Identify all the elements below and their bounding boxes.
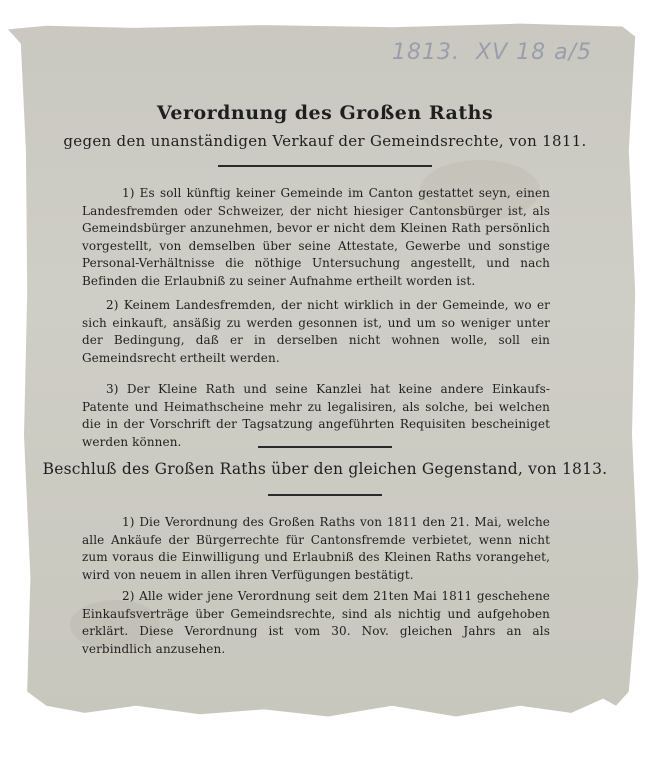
section1-paragraph-3: 3) Der Kleine Rath und seine Kanzlei hat keine andere Einkaufs-Patente und Heimathscheine mehr zu legalisiren, als solche, bei welchen die in der Vorschrift der Tagsatzung angeführten Requisiten bescheiniget werden können.: [82, 382, 550, 449]
divider-rule: [268, 494, 382, 496]
archive-mark: [376, 40, 592, 65]
section1-paragraph-2: 2) Keinem Landesfremden, der nicht wirklich in der Gemeinde, wo er sich einkauft, ansäßig zu werden gesonnen ist, und um so weniger unter der Bedingung, daß er in derselben nicht wohnen wolle, soll ein Gemeindsrecht ertheilt werden.: [82, 298, 550, 365]
section2-paragraph-1: 1) Die Verordnung des Großen Raths von 1811 den 21. Mai, welche alle Ankäufe der Bürgerrechte für Cantonsfremde verbietet, wenn nicht zum voraus die Einwilligung und Erlaubniß des Kleinen Raths vorangehet, wird von neuem in allen ihren Verfügungen bestätigt.: [82, 515, 550, 582]
section1-title: Verordnung des Großen Raths: [156, 102, 494, 124]
section2-title: Beschluß des Großen Raths über den gleichen Gegenstand, von 1813.: [42, 460, 608, 478]
section1-subtitle: gegen den unanständigen Verkauf der Gemeindsrechte, von 1811.: [63, 132, 587, 150]
section1-paragraph-1: 1) Es soll künftig keiner Gemeinde im Canton gestattet seyn, einen Landesfremden oder Schweizer, der nicht hiesiger Cantonsbürger ist, als Gemeindsbürger anzunehmen, bevor er nicht dem Kleinen Rath persönlich vorgestellt, von demselben über seine Attestate, Gewerbe und sonstige Personal-Verhältnisse die nöthige Untersuchung angestellt, und nach Befinden die Erlaubniß zu seiner Aufnahme ertheilt worden ist.: [82, 186, 550, 288]
archive-year: 1813.: [392, 40, 460, 65]
divider-rule: [258, 446, 392, 448]
divider-rule: [218, 165, 432, 167]
section2-paragraph-2: 2) Alle wider jene Verordnung seit dem 21ten Mai 1811 geschehene Einkaufsverträge über Gemeindsrechte, sind als nichtig und aufgehoben erklärt. Diese Verordnung ist vom 30. Nov. gleichen Jahrs an als verbindlich anzusehen.: [82, 589, 550, 656]
archive-reference: XV 18 a/5: [476, 40, 592, 65]
